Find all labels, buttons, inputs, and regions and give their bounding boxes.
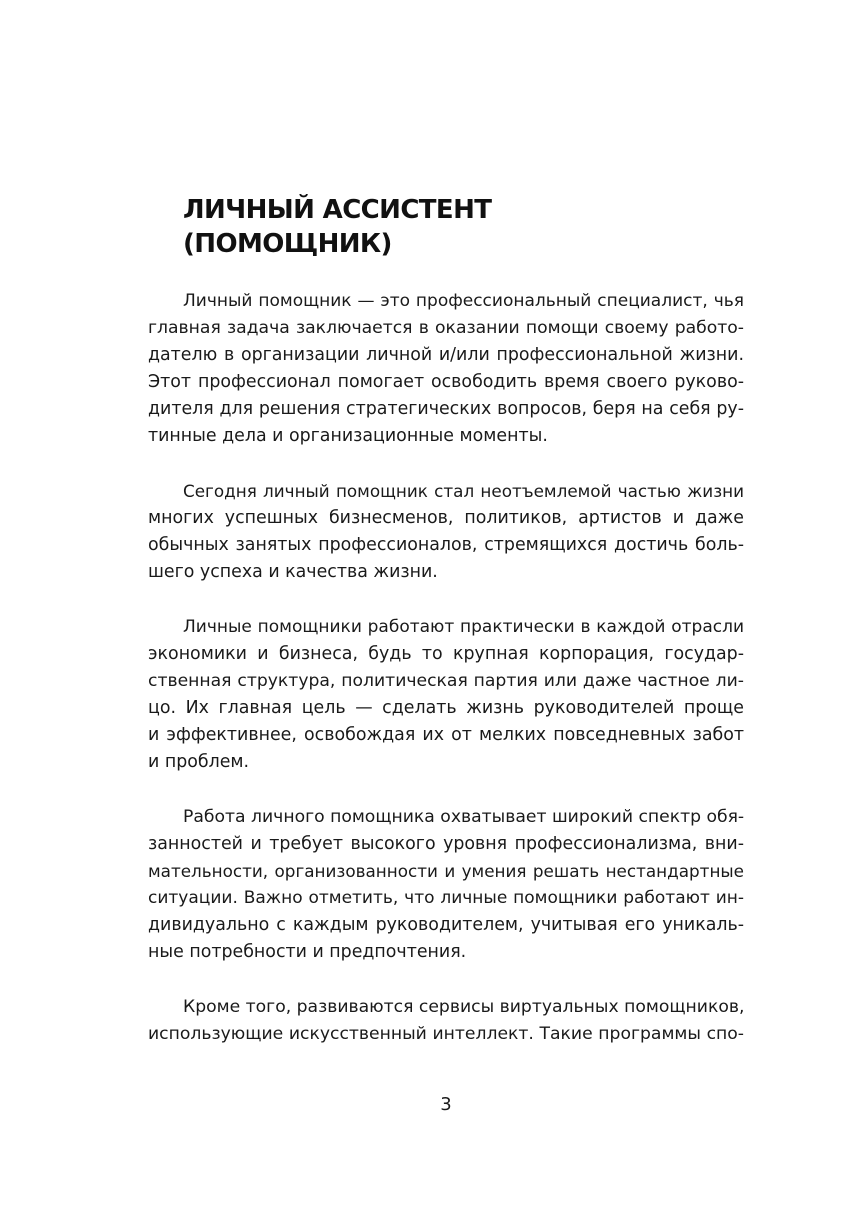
text-line: экономики и бизнеса, будь то крупная корпорация, государ- <box>148 644 744 664</box>
text-line: дивидуально с каждым руководителем, учитывая его уникаль- <box>148 915 744 935</box>
text-line: ственная структура, политическая партия или даже частное ли- <box>148 671 744 691</box>
text-line: Этот профессионал помогает освободить время своего руково- <box>148 372 744 392</box>
page-number: 3 <box>440 1094 452 1115</box>
text-line: обычных занятых профессионалов, стремящихся достичь боль- <box>148 535 744 555</box>
text-line: Работа личного помощника охватывает широкий спектр обя- <box>183 807 744 827</box>
text-line: Сегодня личный помощник стал неотъемлемой частью жизни <box>183 481 744 501</box>
text-line: дителя для решения стратегических вопросов, беря на себя ру- <box>148 399 744 419</box>
text-line: ситуации. Важно отметить, что личные помощники работают ин- <box>148 888 744 908</box>
chapter-title-line-2: (ПОМОЩНИК) <box>183 229 392 259</box>
text-line: многих успешных бизнесменов, политиков, артистов и даже <box>148 508 744 528</box>
text-line: занностей и требует высокого уровня профессионализма, вни- <box>148 834 744 854</box>
text-line: мательности, организованности и умения решать нестандартные <box>148 861 744 881</box>
text-line: и эффективнее, освобождая их от мелких повседневных забот <box>148 725 744 745</box>
text-line: использующие искусственный интеллект. Такие программы спо- <box>148 1024 744 1044</box>
text-line: шего успеха и качества жизни. <box>148 562 438 582</box>
body-text <box>148 288 744 1076</box>
text-line: Личный помощник — это профессиональный специалист, чья <box>183 291 744 311</box>
text-line: цо. Их главная цель — сделать жизнь руководителей проще <box>148 698 744 718</box>
text-line: Кроме того, развиваются сервисы виртуальных помощников, <box>183 997 744 1017</box>
paragraph-3 <box>148 614 744 776</box>
text-line: и проблем. <box>148 752 250 772</box>
paragraph-2 <box>148 478 744 586</box>
chapter-title-line-1: ЛИЧНЫЙ АССИСТЕНТ <box>183 195 492 225</box>
text-line: Личные помощники работают практически в каждой отрасли <box>183 617 744 637</box>
text-line: главная задача заключается в оказании помощи своему работо- <box>148 318 744 338</box>
paragraph-1 <box>148 288 744 450</box>
text-line: дателю в организации личной и/или профессиональной жизни. <box>148 345 744 365</box>
paragraph-4 <box>148 804 744 966</box>
paragraph-5 <box>148 994 744 1048</box>
text-line: ные потребности и предпочтения. <box>148 942 467 962</box>
chapter-title <box>183 193 743 261</box>
text-line: тинные дела и организационные моменты. <box>148 426 548 446</box>
